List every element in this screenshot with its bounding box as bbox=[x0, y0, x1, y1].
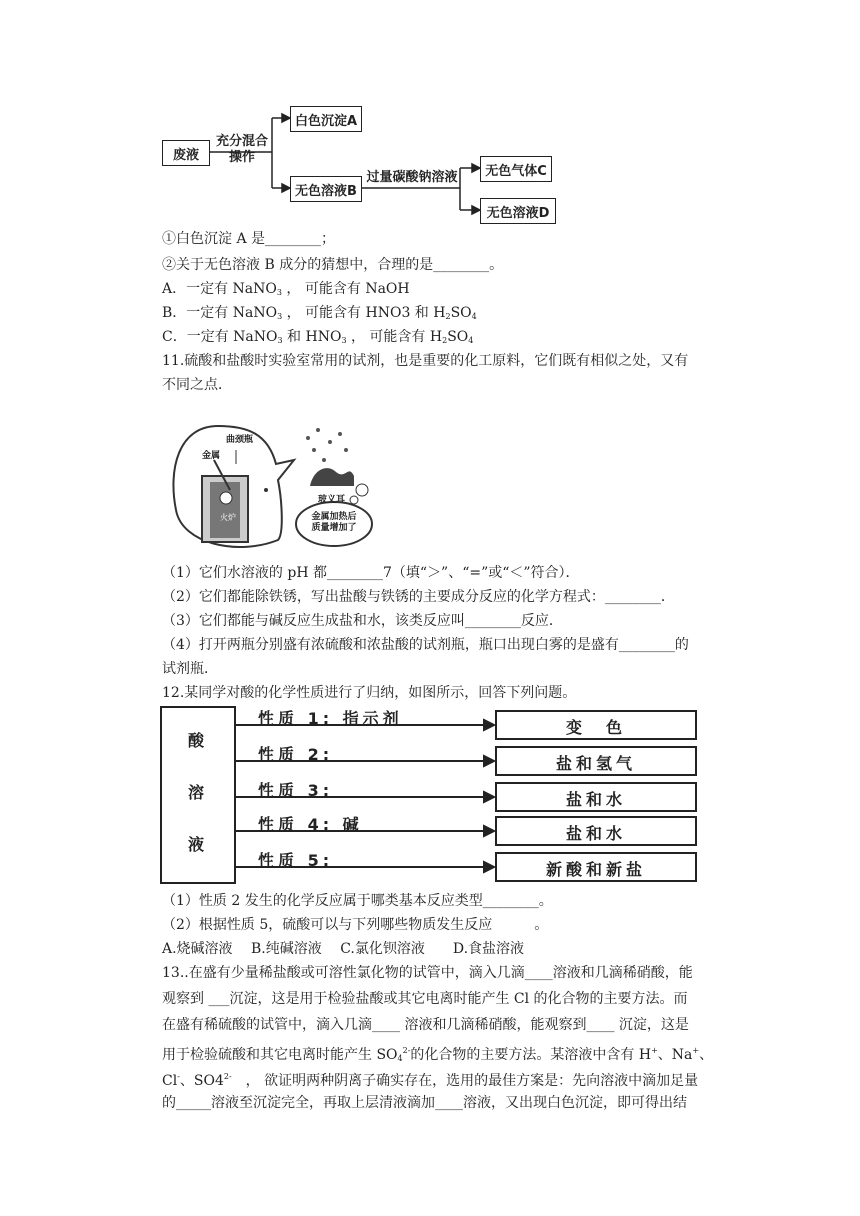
q10-option-b-mid: ， 可能含有 HNO3 和 H bbox=[282, 305, 446, 321]
pic-bubble-line1: 金属加热后 bbox=[311, 512, 357, 522]
q12-intro: 12.某同学对酸的化学性质进行了归纳，如图所示，回答下列问题。 bbox=[162, 685, 577, 701]
pic-label-metal: 金属 bbox=[202, 451, 221, 461]
q12-options: A.烧碱溶液 B.纯碱溶液 C.氯化钡溶液 D.食盐溶液 bbox=[162, 941, 525, 957]
waste-box: 废液 bbox=[162, 140, 210, 166]
subscript: 2 bbox=[445, 312, 451, 321]
q13-line-5-mid: 、SO4 bbox=[179, 1073, 224, 1089]
q13-line-4-post: 的化合物的主要方法。某溶液中含有 H bbox=[410, 1047, 652, 1063]
q13-line-1: 13..在盛有少量稀盐酸或可溶性氯化物的试管中，滴入几滴____溶液和几滴稀硝酸，能 bbox=[162, 965, 693, 981]
q11-part-4b: 试剂瓶． bbox=[162, 661, 218, 677]
flowchart-lines bbox=[0, 0, 860, 240]
q11-intro-1: 11.硫酸和盐酸时实验室常用的试剂，也是重要的化工原料，它们既有相似之处，又有 bbox=[162, 353, 689, 369]
solution-d-box: 无色溶液D bbox=[480, 198, 556, 224]
boyle-experiment-illustration bbox=[168, 420, 408, 560]
q13-line-2: 观察到 ___沉淀，这是用于检验盐酸或其它电离时能产生 Cl 的化合物的主要方法。而 bbox=[162, 991, 688, 1007]
pic-label-furnace: 火炉 bbox=[220, 513, 236, 522]
q11-part-1: （1）它们水溶液的 pH 都________7（填“＞”、“=”或“＜”符合）． bbox=[162, 565, 580, 581]
gas-c-box: 无色气体C bbox=[480, 156, 552, 182]
subscript: 3 bbox=[341, 336, 347, 345]
q13-line-5-post: ， 欲证明两种阴离子确实存在，选用的最佳方案是：先向溶液中滴加足量 bbox=[231, 1073, 699, 1089]
q10-option-c-mid2: ， 可能含有 H bbox=[346, 329, 443, 345]
q11-part-2: （2）它们都能除铁锈，写出盐酸与铁锈的主要成分反应的化学方程式：________． bbox=[162, 589, 675, 605]
superscript: - bbox=[177, 1072, 180, 1081]
q13-line-3: 在盛有稀硫酸的试管中，滴入几滴____ 溶液和几滴稀硝酸，能观察到____ 沉淀，这是 bbox=[162, 1017, 689, 1033]
q11-part-3: （3）它们都能与碱反应生成盐和水，该类反应叫________反应． bbox=[162, 613, 563, 629]
q11-intro-2: 不同之点． bbox=[162, 377, 232, 393]
q13-line-6: 的_____溶液至沉淀完全，再取上层清液滴加____溶液，又出现白色沉淀，即可得出结 bbox=[162, 1095, 687, 1111]
q10-option-a bbox=[162, 278, 410, 304]
superscript: 2- bbox=[223, 1072, 232, 1081]
acid-label-1: 酸 bbox=[188, 731, 209, 750]
q10-option-c bbox=[162, 326, 473, 352]
property-5: 性质 5: bbox=[258, 851, 334, 870]
reagent-label: 过量碳酸钠溶液 bbox=[366, 170, 458, 185]
property-1: 性质 1: 指示剂 bbox=[258, 709, 403, 728]
q13-line-4-tail: 、 bbox=[699, 1047, 714, 1063]
q10-option-a-text: A．一定有 NaNO bbox=[162, 281, 277, 297]
acid-label-3: 液 bbox=[188, 835, 209, 854]
result-5: 新酸和新盐 bbox=[545, 860, 646, 879]
superscript: + bbox=[651, 1046, 658, 1055]
step-label-line1: 充分混合 bbox=[215, 134, 268, 149]
q13-line-4-end: 、Na bbox=[657, 1047, 693, 1063]
q12-part-1: （1）性质 2 发生的化学反应属于哪类基本反应类型________。 bbox=[162, 893, 553, 909]
subscript: 3 bbox=[276, 288, 282, 297]
step-label bbox=[212, 134, 272, 166]
result-4: 盐和水 bbox=[565, 824, 626, 843]
subscript: 3 bbox=[277, 336, 283, 345]
result-3: 盐和水 bbox=[565, 790, 626, 809]
q13-line-5 bbox=[162, 1066, 698, 1092]
pic-label-boyle: 玻义耳 bbox=[318, 495, 346, 505]
property-3: 性质 3: bbox=[258, 781, 334, 800]
q10-option-a-rest: ， 可能含有 NaOH bbox=[281, 281, 410, 297]
q10-option-c-mid: 和 HNO bbox=[282, 329, 342, 345]
q10-option-b bbox=[162, 302, 477, 328]
solution-b-box: 无色溶液B bbox=[290, 176, 362, 202]
q13-line-4-text: 用于检验硫酸和其它电离时能产生 SO bbox=[162, 1047, 398, 1063]
pic-label-flask: 曲颈瓶 bbox=[226, 435, 254, 445]
precipitate-a-box: 白色沉淀A bbox=[290, 106, 362, 132]
q10-option-b-rest: SO bbox=[450, 305, 472, 321]
q10-option-b-text: B．一定有 NaNO bbox=[162, 305, 278, 321]
subscript: 3 bbox=[277, 312, 283, 321]
step-label-line2: 操作 bbox=[228, 150, 255, 165]
pic-label-bubble bbox=[306, 512, 362, 534]
q10-option-c-text: C．一定有 NaNO bbox=[162, 329, 278, 345]
result-2: 盐和氢气 bbox=[555, 754, 636, 773]
pic-bubble-line2: 质量增加了 bbox=[311, 523, 357, 533]
superscript: + bbox=[692, 1046, 700, 1055]
subscript: 4 bbox=[471, 312, 477, 321]
q11-part-4: （4）打开两瓶分别盛有浓硫酸和浓盐酸的试剂瓶，瓶口出现白雾的是盛有________的 bbox=[162, 637, 689, 653]
superscript: 2- bbox=[402, 1046, 411, 1055]
q10-option-c-rest: SO bbox=[447, 329, 469, 345]
property-2: 性质 2: bbox=[258, 745, 334, 764]
subscript: 4 bbox=[468, 336, 474, 345]
subscript: 2 bbox=[442, 336, 448, 345]
q10-sub1: ①白色沉淀 A 是________； bbox=[162, 231, 336, 247]
q10-sub2: ②关于无色溶液 B 成分的猜想中，合理的是________。 bbox=[162, 257, 504, 273]
subscript: 4 bbox=[397, 1054, 403, 1063]
q13-line-5-text: Cl bbox=[162, 1073, 178, 1089]
result-1: 变 色 bbox=[565, 718, 626, 737]
property-4: 性质 4: 碱 bbox=[258, 815, 363, 834]
acid-label-2: 溶 bbox=[188, 783, 209, 802]
q12-part-2: （2）根据性质 5，硫酸可以与下列哪些物质发生反应 。 bbox=[162, 917, 549, 933]
